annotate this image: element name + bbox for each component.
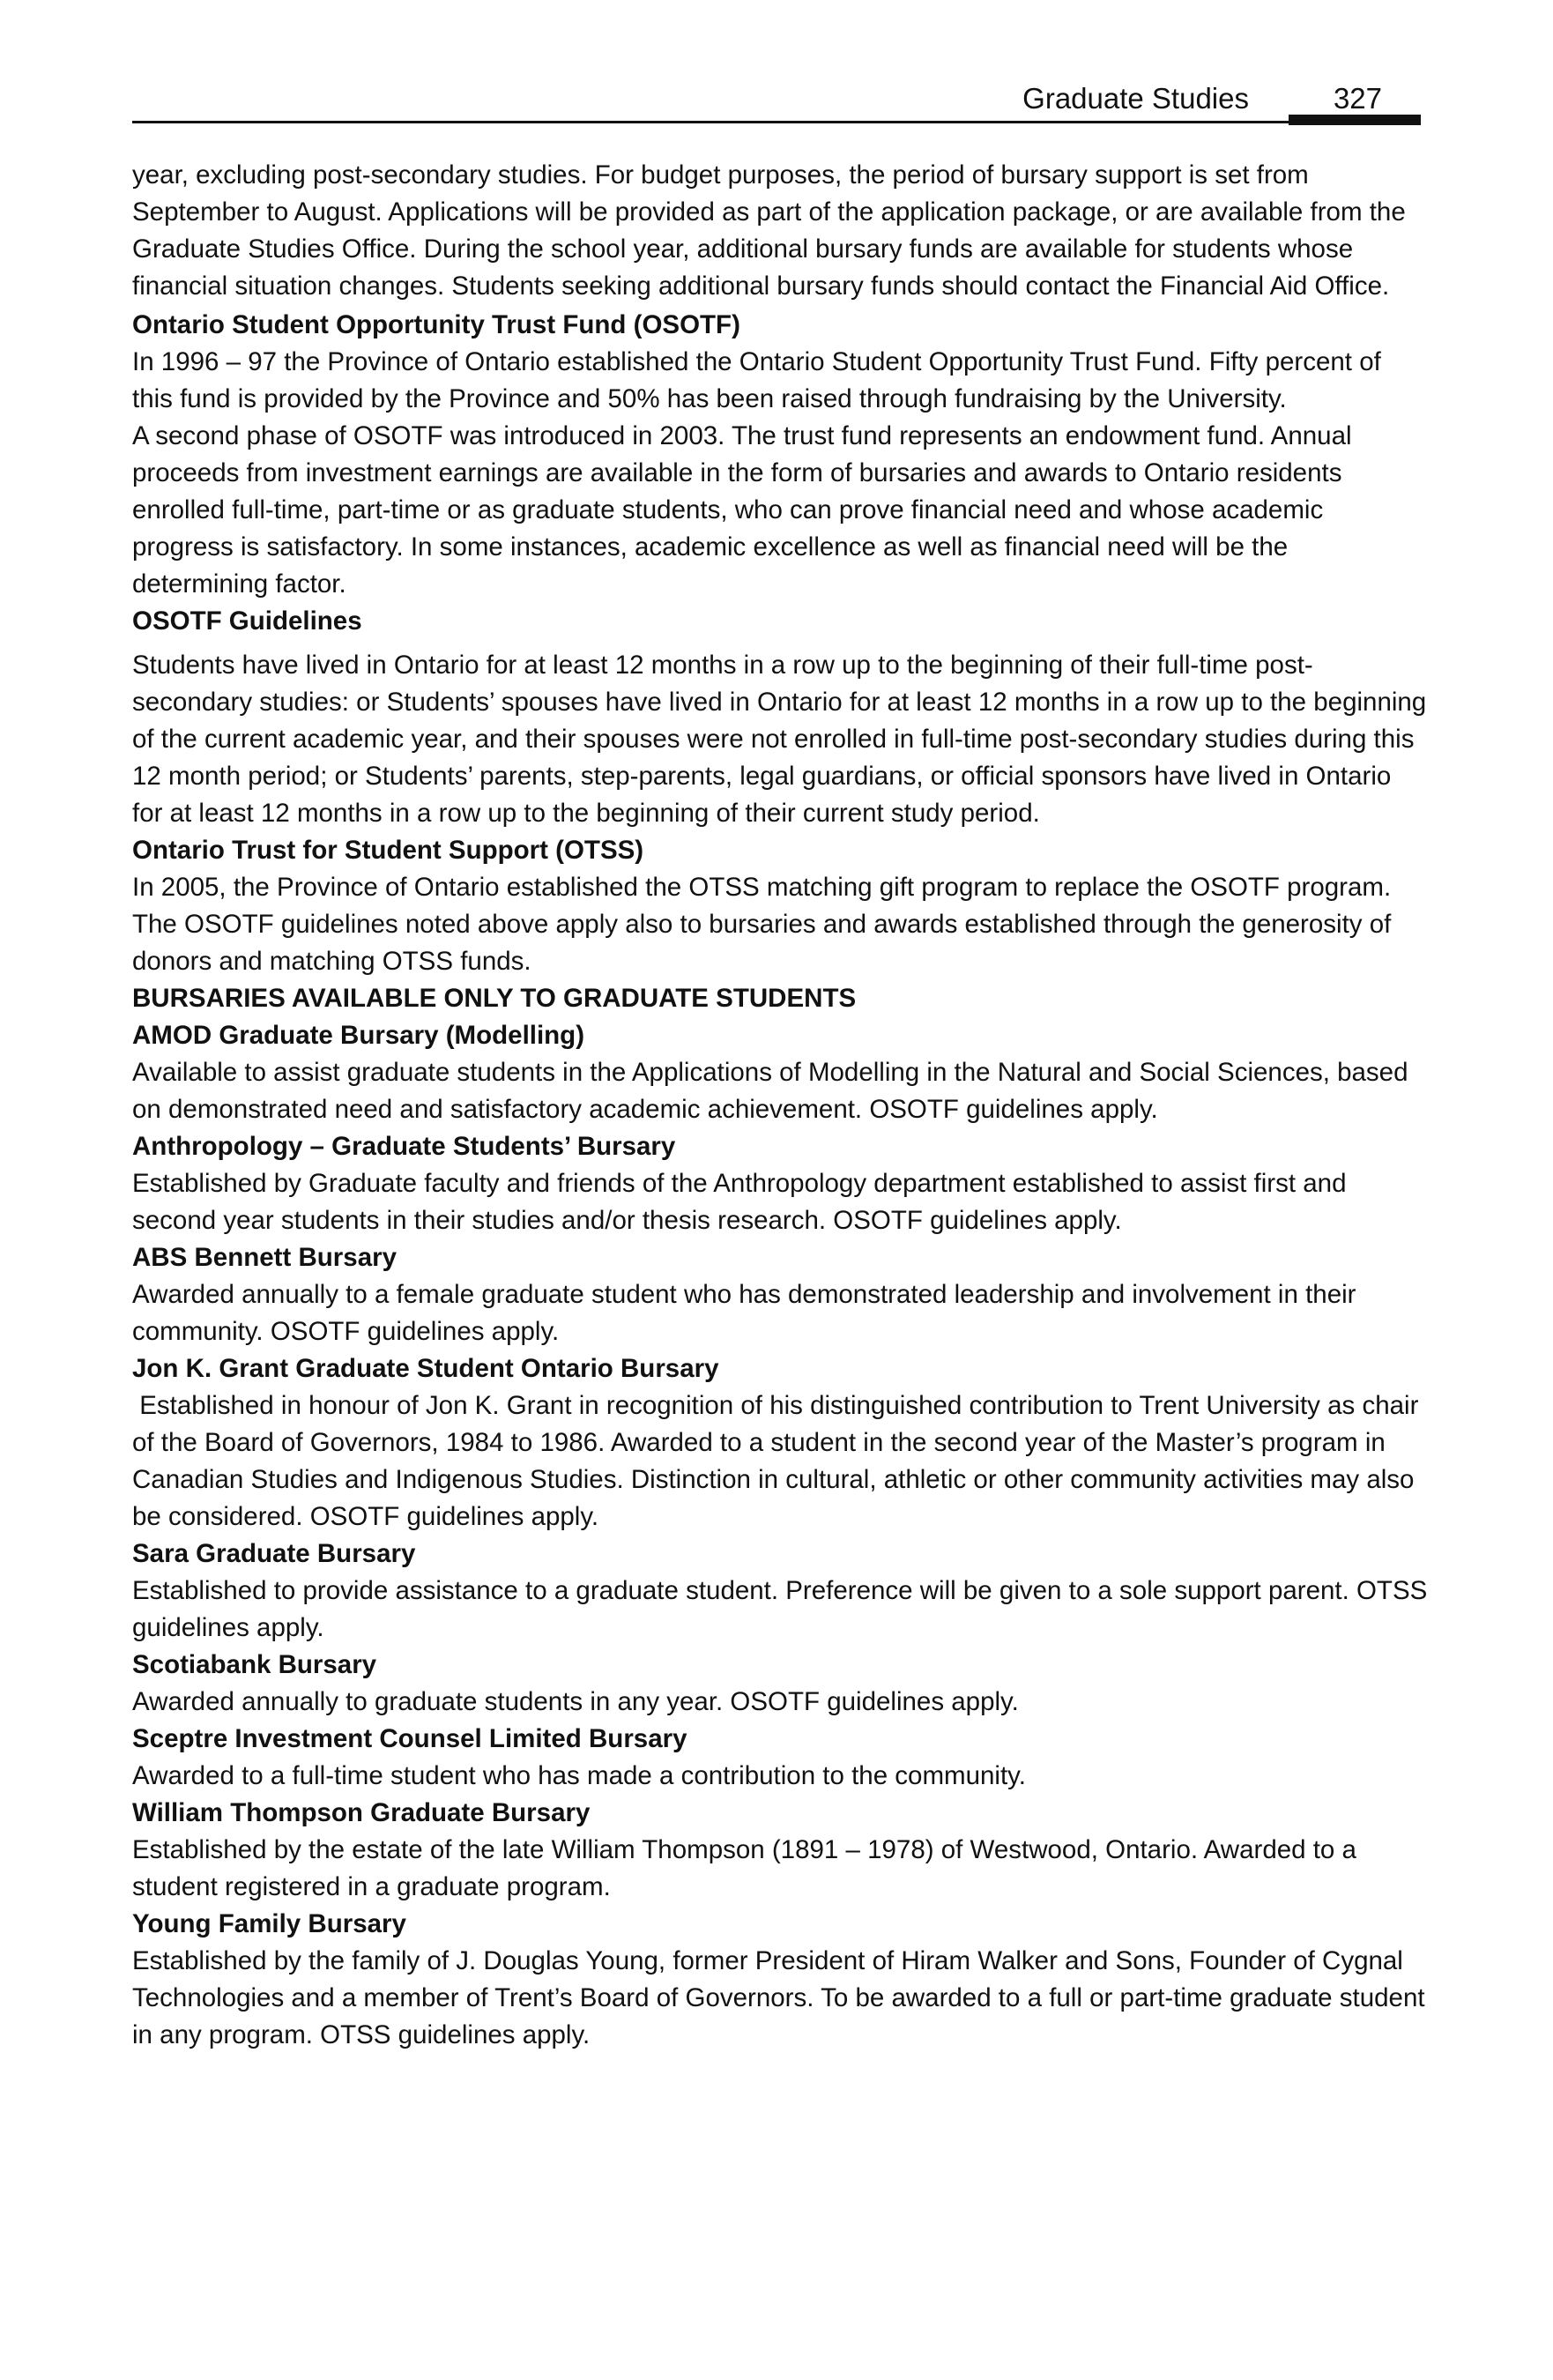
bursary-description: Awarded annually to a female graduate student who has demonstrated leadership and involvement in their community. OSOTF guidelines apply.	[132, 1280, 1356, 1346]
bursary-entry	[132, 1536, 1428, 1647]
bursary-entry	[132, 1647, 1428, 1721]
osotf-paragraph-1: In 1996 – 97 the Province of Ontario established the Ontario Student Opportunity Trust Fund. Fifty percent of this fund is provided by the Province and 50% has been raised through fundraising by the University.	[132, 347, 1381, 413]
bursary-title: Sceptre Investment Counsel Limited Bursary	[132, 1724, 687, 1753]
page-number: 327	[1333, 82, 1382, 115]
running-header-title: Graduate Studies	[1022, 82, 1249, 115]
bursary-entry	[132, 1350, 1428, 1536]
bursary-description: Available to assist graduate students in the Applications of Modelling in the Natural and Social Sciences, based on demonstrated need and satisfactory academic achievement. OSOTF guidelines apply.	[132, 1058, 1408, 1124]
bursary-title: AMOD Graduate Bursary (Modelling)	[132, 1021, 585, 1050]
bursary-title: Jon K. Grant Graduate Student Ontario Bursary	[132, 1354, 719, 1383]
bursary-description: Established by Graduate faculty and friends of the Anthropology department established to assist first and second year students in their studies and/or thesis research. OSOTF guidelines apply.	[132, 1169, 1347, 1235]
bursary-entry	[132, 1128, 1428, 1239]
bursary-description: Established by the estate of the late William Thompson (1891 – 1978) of Westwood, Ontario. Awarded to a student registered in a graduate program.	[132, 1835, 1356, 1901]
bursary-entry	[132, 1017, 1428, 1128]
bursary-description: Established to provide assistance to a graduate student. Preference will be given to a sole support parent. OTSS guidelines apply.	[132, 1576, 1428, 1642]
bursary-title: Scotiabank Bursary	[132, 1650, 377, 1679]
bursary-description: Established by the family of J. Douglas Young, former President of Hiram Walker and Sons, Founder of Cygnal Technologies and a member of Trent’s Board of Governors. To be awarded to a full or part-time graduate student in any program. OTSS guidelines apply.	[132, 1946, 1425, 2049]
bursary-description: Established in honour of Jon K. Grant in recognition of his distinguished contribution to Trent University as chair of the Board of Governors, 1984 to 1986. Awarded to a student in the second year of the Master’s program in Canadian Studies and Indigenous Studies. Distinction in cultural, athletic or other community activities may also be considered. OSOTF guidelines apply.	[132, 1391, 1426, 1531]
guidelines-text: Students have lived in Ontario for at least 12 months in a row up to the beginning of their full-time post-secondary studies: or Students’ spouses have lived in Ontario for at least 12 months in a row up to the beginning of the current academic year, and their spouses were not enrolled in full-time post-secondary studies during this 12 month period; or Students’ parents, step-parents, legal guardians, or official sponsors have lived in Ontario for at least 12 months in a row up to the beginning of their current study period.	[132, 651, 1427, 828]
bursary-title: William Thompson Graduate Bursary	[132, 1798, 591, 1827]
page-header	[132, 81, 1421, 125]
bursary-title: Young Family Bursary	[132, 1909, 406, 1938]
header-tab-marker	[1289, 115, 1421, 125]
bursary-title: ABS Bennett Bursary	[132, 1243, 397, 1272]
bursary-description: Awarded to a full-time student who has made a contribution to the community.	[132, 1761, 1026, 1790]
bursary-entry	[132, 1721, 1428, 1795]
bursary-entry	[132, 1906, 1428, 2054]
section-heading: BURSARIES AVAILABLE ONLY TO GRADUATE STUDENTS	[132, 984, 857, 1013]
bursary-entry	[132, 1795, 1428, 1906]
otss-text: In 2005, the Province of Ontario established the OTSS matching gift program to replace the OSOTF program. The OSOTF guidelines noted above apply also to bursaries and awards established through the generosity of donors and matching OTSS funds.	[132, 873, 1392, 976]
bursary-title: Anthropology – Graduate Students’ Bursary	[132, 1132, 676, 1161]
guidelines-title: OSOTF Guidelines	[132, 606, 362, 636]
intro-paragraph: year, excluding post-secondary studies. For budget purposes, the period of bursary support is set from September to August. Applications will be provided as part of the application package, or are available from the Graduate Studies Office. During the school year, additional bursary funds are available for students whose financial situation changes. Students seeking additional bursary funds should contact the Financial Aid Office.	[132, 160, 1406, 301]
bursary-list	[132, 1017, 1428, 2054]
header-rule	[132, 121, 1421, 123]
bursary-title: Sara Graduate Bursary	[132, 1539, 416, 1568]
otss-title: Ontario Trust for Student Support (OTSS)	[132, 836, 644, 865]
osotf-title: Ontario Student Opportunity Trust Fund (OSOTF)	[132, 310, 740, 339]
bursary-entry	[132, 1239, 1428, 1350]
page-content	[132, 157, 1428, 2054]
osotf-paragraph-2: A second phase of OSOTF was introduced in 2003. The trust fund represents an endowment fund. Annual proceeds from investment earnings are available in the form of bursaries and awards to Ontario residents enrolled full-time, part-time or as graduate students, who can prove financial need and whose academic progress is satisfactory. In some instances, academic excellence as well as financial need will be the determining factor.	[132, 421, 1352, 599]
bursary-description: Awarded annually to graduate students in any year. OSOTF guidelines apply.	[132, 1687, 1019, 1716]
